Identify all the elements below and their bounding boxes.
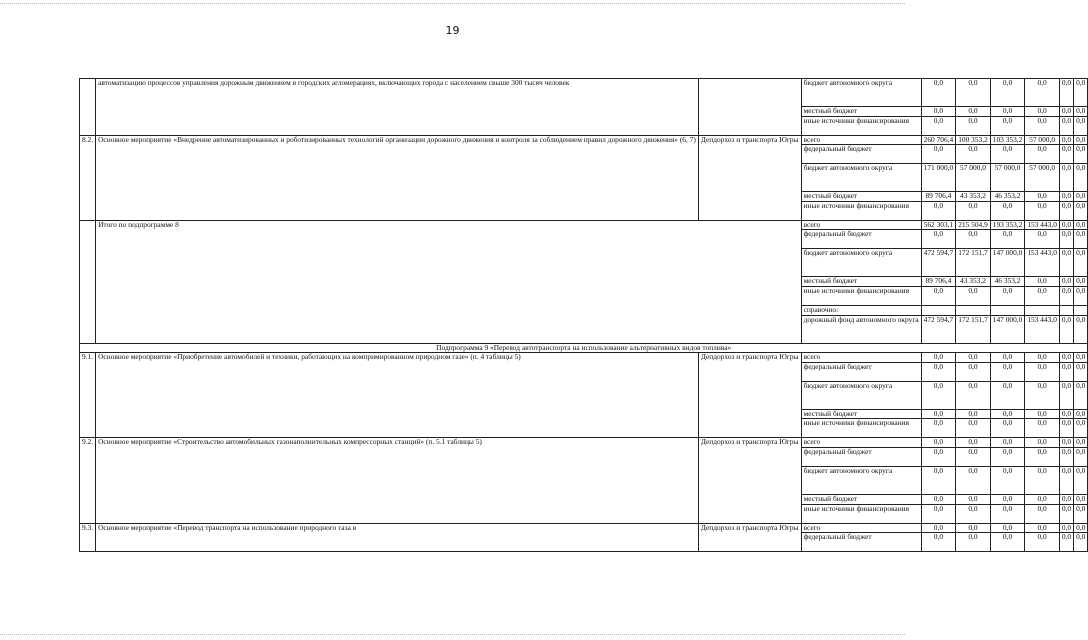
funding-source-cell: всего [801,353,921,363]
amount-cell: 43 353,2 [956,192,991,202]
amount-cell: 0,0 [1074,107,1088,117]
amount-cell: 0,0 [1025,79,1060,107]
amount-cell: 46 353,2 [990,192,1025,202]
amount-cell: 0,0 [1025,362,1060,381]
amount-cell: 0,0 [956,362,991,381]
amount-cell: 0,0 [1025,230,1060,249]
amount-cell: 0,0 [1025,447,1060,466]
funding-source-cell: федеральный бюджет [801,533,921,552]
measure-description-cell: Основное мероприятие «Приобретение автомобилей и техники, работающих на компримированном природном газе» (п. 4 таблицы 5) [96,353,699,438]
amount-cell: 0,0 [1025,533,1060,552]
amount-cell: 171 000,0 [921,164,956,192]
amount-cell: 0,0 [1074,116,1088,135]
amount-cell: 0,0 [921,107,956,117]
page-number: 19 [445,24,460,37]
measure-index-cell: 9.2. [80,438,96,523]
amount-cell: 0,0 [1025,494,1060,504]
amount-cell: 0,0 [956,145,991,164]
executor-cell: Депдорхоз и транспорта Югры [698,438,801,523]
amount-cell: 562 303,1 [921,220,956,230]
amount-cell: 0,0 [990,533,1025,552]
amount-cell: 89 706,4 [921,277,956,287]
funding-source-cell: федеральный бюджет [801,230,921,249]
funding-source-cell: федеральный бюджет [801,362,921,381]
amount-cell: 0,0 [921,438,956,448]
funding-source-cell: иные источники финансирования [801,116,921,135]
amount-cell: 0,0 [1074,494,1088,504]
amount-cell: 0,0 [1074,277,1088,287]
amount-cell: 0,0 [1059,249,1073,277]
amount-cell [956,305,991,315]
amount-cell: 0,0 [921,533,956,552]
measure-description-cell: Основное мероприятие «Внедрение автоматизированных и роботизированных технологий организации дорожного движения и контроля за соблюдением правил дорожного движения» (6, 7) [96,135,699,220]
funding-source-cell: бюджет автономного округа [801,249,921,277]
funding-source-cell: местный бюджет [801,192,921,202]
amount-cell: 0,0 [1074,230,1088,249]
amount-cell: 0,0 [1059,409,1073,419]
amount-cell: 0,0 [990,79,1025,107]
amount-cell: 0,0 [1059,201,1073,220]
measure-description-cell: Основное мероприятие «Строительство автомобильных газонаполнительных компрессорных станций» (п. 5.1 таблицы 5) [96,438,699,523]
amount-cell: 0,0 [990,523,1025,533]
amount-cell: 0,0 [1059,164,1073,192]
amount-cell: 0,0 [990,381,1025,409]
amount-cell: 0,0 [1059,466,1073,494]
amount-cell: 0,0 [1074,315,1088,343]
subprogram-total-label: Итого по подпрограмме 8 [96,220,801,343]
amount-cell: 0,0 [1059,523,1073,533]
amount-cell: 0,0 [1059,220,1073,230]
amount-cell: 0,0 [956,201,991,220]
scan-top-edge [0,3,905,4]
amount-cell: 0,0 [990,107,1025,117]
subprogram-title: Подпрограмма 9 «Перевод автотранспорта на использование альтернативных видов топлива» [80,343,1088,353]
measure-index-cell: 9.1. [80,353,96,438]
amount-cell: 0,0 [956,116,991,135]
amount-cell: 0,0 [1059,286,1073,305]
amount-cell: 0,0 [1059,315,1073,343]
amount-cell: 0,0 [1059,116,1073,135]
amount-cell: 0,0 [990,201,1025,220]
amount-cell: 0,0 [1074,409,1088,419]
amount-cell: 0,0 [921,116,956,135]
funding-source-cell: бюджет автономного округа [801,164,921,192]
amount-cell: 260 706,4 [921,135,956,145]
funding-source-cell: местный бюджет [801,494,921,504]
amount-cell: 0,0 [1074,353,1088,363]
amount-cell: 0,0 [1059,107,1073,117]
amount-cell: 0,0 [1025,381,1060,409]
amount-cell [1074,305,1088,315]
amount-cell: 0,0 [1074,164,1088,192]
amount-cell: 0,0 [1074,438,1088,448]
amount-cell: 0,0 [1025,523,1060,533]
amount-cell: 0,0 [1059,353,1073,363]
funding-source-cell: бюджет автономного округа [801,381,921,409]
amount-cell: 0,0 [1025,192,1060,202]
amount-cell: 0,0 [1025,466,1060,494]
amount-cell: 0,0 [956,79,991,107]
amount-cell: 0,0 [921,381,956,409]
amount-cell [921,305,956,315]
amount-cell: 0,0 [990,116,1025,135]
amount-cell: 0,0 [1025,107,1060,117]
amount-cell: 0,0 [921,523,956,533]
amount-cell: 0,0 [1059,230,1073,249]
budget-table [79,78,1088,552]
amount-cell: 147 000,0 [990,315,1025,343]
measure-description-cell: автоматизацию процессов управления дорожным движением в городских агломерациях, включающих города с населением свыше 300 тысяч человек [96,79,699,136]
amount-cell: 0,0 [1025,438,1060,448]
executor-cell [698,79,801,136]
amount-cell: 43 353,2 [956,277,991,287]
amount-cell: 0,0 [990,419,1025,438]
amount-cell: 0,0 [1074,286,1088,305]
funding-source-cell: всего [801,438,921,448]
amount-cell: 0,0 [990,504,1025,523]
amount-cell: 0,0 [921,409,956,419]
amount-cell: 0,0 [1059,494,1073,504]
amount-cell: 57 000,0 [1025,135,1060,145]
amount-cell: 0,0 [990,409,1025,419]
amount-cell: 472 594,7 [921,249,956,277]
amount-cell: 0,0 [956,447,991,466]
amount-cell: 89 706,4 [921,192,956,202]
amount-cell: 0,0 [1025,353,1060,363]
amount-cell: 0,0 [1025,201,1060,220]
amount-cell: 0,0 [990,362,1025,381]
amount-cell: 0,0 [990,447,1025,466]
amount-cell: 147 000,0 [990,249,1025,277]
amount-cell: 0,0 [956,286,991,305]
amount-cell: 0,0 [1074,192,1088,202]
amount-cell: 0,0 [1074,447,1088,466]
amount-cell: 100 353,2 [956,135,991,145]
amount-cell: 0,0 [1025,277,1060,287]
amount-cell: 0,0 [1025,116,1060,135]
amount-cell: 0,0 [1059,145,1073,164]
amount-cell: 215 504,9 [956,220,991,230]
amount-cell [1025,305,1060,315]
funding-source-cell: всего [801,135,921,145]
amount-cell: 0,0 [1074,362,1088,381]
table-row [80,353,1088,363]
amount-cell: 472 594,7 [921,315,956,343]
amount-cell: 0,0 [956,438,991,448]
amount-cell [1059,305,1073,315]
funding-source-cell: всего [801,220,921,230]
amount-cell: 0,0 [1025,504,1060,523]
amount-cell: 57 000,0 [990,164,1025,192]
amount-cell: 0,0 [921,201,956,220]
amount-cell: 0,0 [1059,438,1073,448]
funding-source-cell: всего [801,523,921,533]
amount-cell: 0,0 [921,230,956,249]
amount-cell: 0,0 [990,145,1025,164]
table-row [80,79,1088,107]
amount-cell: 153 443,0 [1025,315,1060,343]
amount-cell: 0,0 [956,381,991,409]
amount-cell [990,305,1025,315]
amount-cell: 0,0 [990,230,1025,249]
funding-source-cell: дорожный фонд автономного округа [801,315,921,343]
funding-source-cell: местный бюджет [801,107,921,117]
executor-cell: Депдорхоз и транспорта Югры [698,135,801,220]
amount-cell: 0,0 [956,353,991,363]
amount-cell: 0,0 [921,494,956,504]
amount-cell: 0,0 [1074,145,1088,164]
amount-cell: 0,0 [1059,79,1073,107]
amount-cell: 0,0 [1074,79,1088,107]
amount-cell: 172 151,7 [956,249,991,277]
funding-source-cell: федеральный бюджет [801,145,921,164]
amount-cell: 0,0 [956,523,991,533]
amount-cell: 0,0 [1074,419,1088,438]
measure-index-cell: 8.2. [80,135,96,220]
amount-cell: 0,0 [921,286,956,305]
amount-cell: 0,0 [1074,135,1088,145]
amount-cell: 0,0 [956,533,991,552]
funding-source-cell: иные источники финансирования [801,201,921,220]
measure-description-cell: Основное мероприятие «Перевод транспорта на использование природного газа в [96,523,699,552]
amount-cell: 193 353,2 [990,220,1025,230]
amount-cell: 0,0 [990,286,1025,305]
funding-source-cell: местный бюджет [801,409,921,419]
amount-cell: 0,0 [990,353,1025,363]
amount-cell: 0,0 [921,79,956,107]
amount-cell: 0,0 [921,447,956,466]
amount-cell: 153 443,0 [1025,249,1060,277]
amount-cell: 0,0 [1025,286,1060,305]
funding-source-cell: иные источники финансирования [801,419,921,438]
measure-index-cell [80,79,96,136]
amount-cell: 0,0 [1074,201,1088,220]
amount-cell: 0,0 [1025,419,1060,438]
amount-cell: 0,0 [921,145,956,164]
amount-cell: 0,0 [956,409,991,419]
amount-cell: 0,0 [1059,277,1073,287]
executor-cell: Депдорхоз и транспорта Югры [698,353,801,438]
amount-cell: 57 000,0 [1025,164,1060,192]
funding-source-cell: справочно: [801,305,921,315]
amount-cell: 0,0 [1074,249,1088,277]
funding-source-cell: иные источники финансирования [801,286,921,305]
funding-source-cell: федеральный бюджет [801,447,921,466]
amount-cell: 0,0 [1059,381,1073,409]
amount-cell: 0,0 [956,504,991,523]
table-row [80,438,1088,448]
amount-cell: 0,0 [956,494,991,504]
amount-cell: 0,0 [1059,362,1073,381]
amount-cell: 103 353,2 [990,135,1025,145]
measure-index-cell: 9.3. [80,523,96,552]
scan-bottom-edge [0,634,905,635]
amount-cell: 0,0 [1059,192,1073,202]
amount-cell: 0,0 [1074,381,1088,409]
amount-cell: 0,0 [921,362,956,381]
amount-cell: 0,0 [1059,447,1073,466]
amount-cell: 57 000,0 [956,164,991,192]
amount-cell: 0,0 [990,494,1025,504]
amount-cell: 0,0 [1059,135,1073,145]
amount-cell: 0,0 [990,466,1025,494]
amount-cell: 0,0 [956,466,991,494]
amount-cell: 0,0 [921,504,956,523]
amount-cell: 0,0 [1074,523,1088,533]
funding-source-cell: местный бюджет [801,277,921,287]
amount-cell: 0,0 [1059,504,1073,523]
amount-cell: 0,0 [921,419,956,438]
amount-cell: 0,0 [1025,409,1060,419]
funding-source-cell: бюджет автономного округа [801,79,921,107]
executor-cell: Депдорхоз и транспорта Югры [698,523,801,552]
amount-cell: 0,0 [990,438,1025,448]
amount-cell: 153 443,0 [1025,220,1060,230]
amount-cell: 0,0 [1074,220,1088,230]
amount-cell: 172 151,7 [956,315,991,343]
amount-cell: 0,0 [921,466,956,494]
amount-cell: 0,0 [1025,145,1060,164]
funding-source-cell: бюджет автономного округа [801,466,921,494]
amount-cell: 46 353,2 [990,277,1025,287]
amount-cell: 0,0 [956,419,991,438]
amount-cell: 0,0 [1059,419,1073,438]
amount-cell: 0,0 [956,107,991,117]
amount-cell: 0,0 [1059,533,1073,552]
amount-cell: 0,0 [1074,466,1088,494]
total-index-cell [80,220,96,343]
amount-cell: 0,0 [921,353,956,363]
amount-cell: 0,0 [1074,533,1088,552]
amount-cell: 0,0 [1074,504,1088,523]
funding-source-cell: иные источники финансирования [801,504,921,523]
amount-cell: 0,0 [956,230,991,249]
